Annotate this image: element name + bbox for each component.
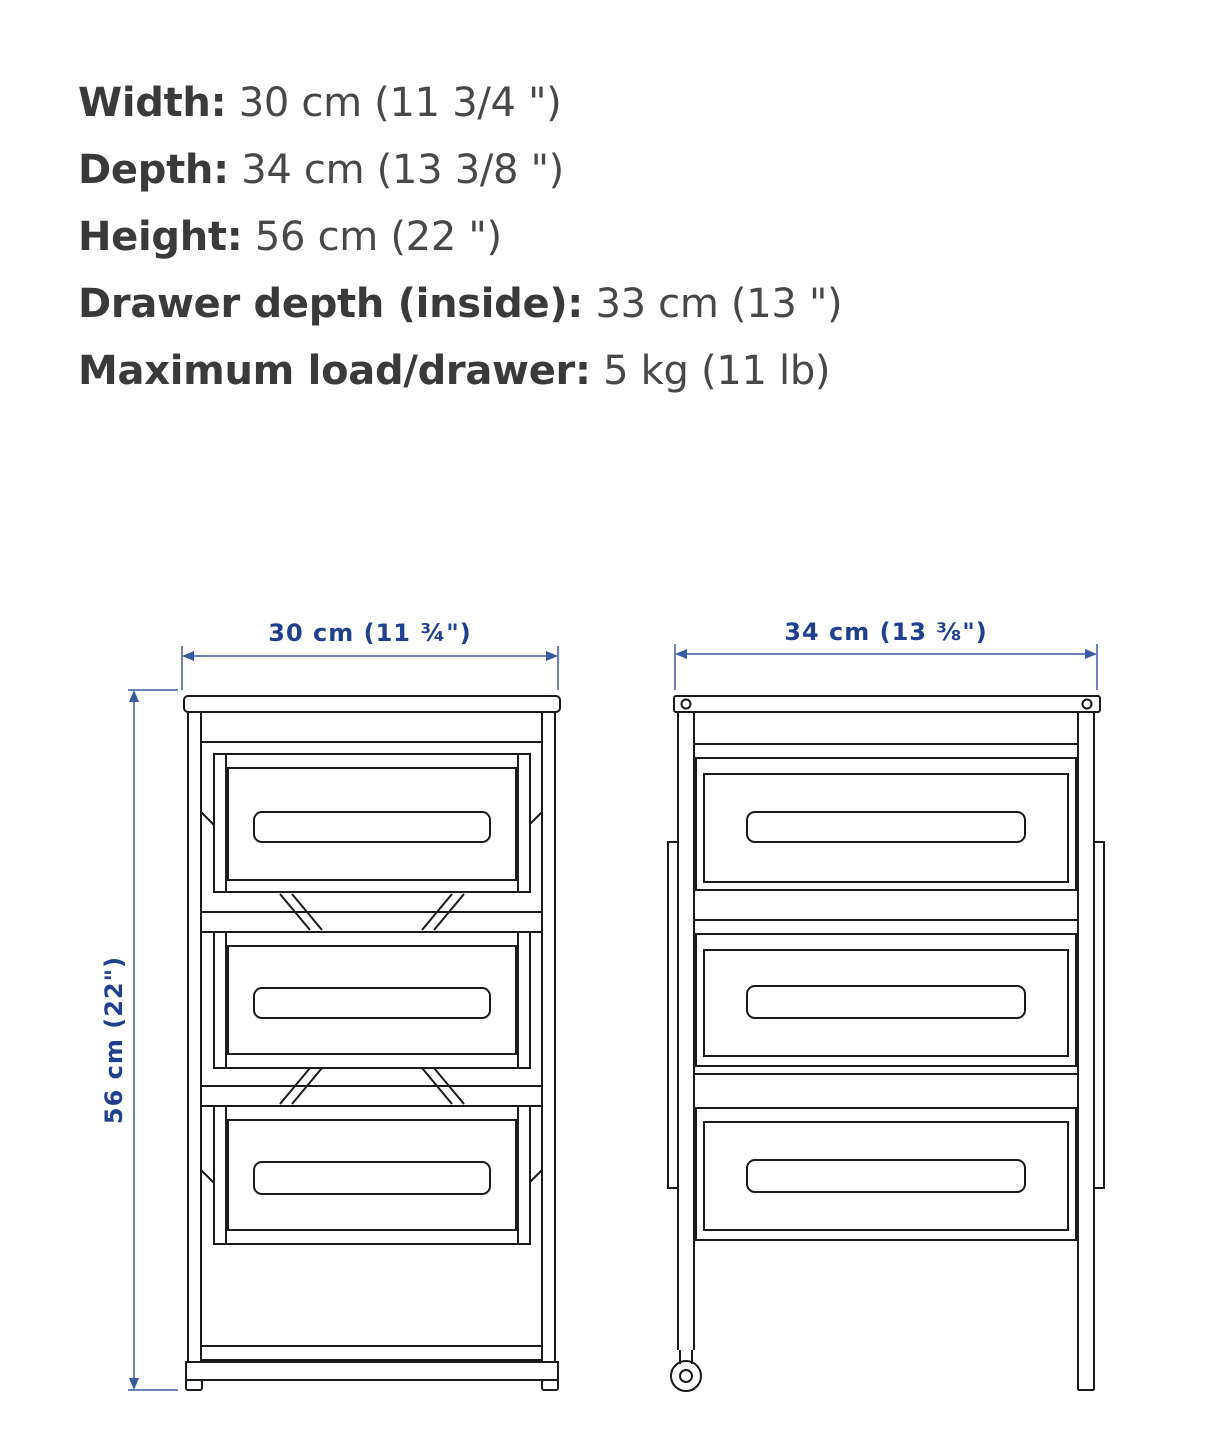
spec-value: 30 cm (11 3/4 ") [238,80,562,126]
spec-label: Depth: [78,147,229,193]
front-width-label: 30 cm (11 ¾") [268,619,472,647]
side-depth-dimension [675,618,1097,690]
product-dimensions-list [78,70,842,405]
side-depth-label: 34 cm (13 ⅜") [784,618,988,646]
height-dimension [100,690,178,1390]
spec-label: Maximum load/drawer: [78,348,591,394]
front-width-dimension [182,619,558,690]
side-drawer-3 [696,1108,1076,1240]
dimension-diagram [0,560,1205,1440]
height-label: 56 cm (22") [100,955,128,1125]
front-view [184,696,560,1390]
spec-value: 33 cm (13 ") [595,281,843,327]
spec-value: 34 cm (13 3/8 ") [241,147,564,193]
spec-drawer-depth [78,271,842,338]
spec-value: 5 kg (11 lb) [603,348,831,394]
spec-label: Width: [78,80,227,126]
spec-label: Drawer depth (inside): [78,281,584,327]
front-drawer-3 [214,1106,530,1244]
spec-depth [78,137,842,204]
caster-wheel-icon [671,1350,701,1391]
front-drawer-1 [214,754,530,892]
side-drawer-2 [696,934,1076,1066]
spec-width [78,70,842,137]
spec-max-load [78,338,842,405]
side-drawer-1 [696,758,1076,890]
side-view [668,696,1104,1391]
spec-value: 56 cm (22 ") [254,214,502,260]
front-drawer-2 [214,932,530,1068]
spec-label: Height: [78,214,243,260]
spec-height [78,204,842,271]
